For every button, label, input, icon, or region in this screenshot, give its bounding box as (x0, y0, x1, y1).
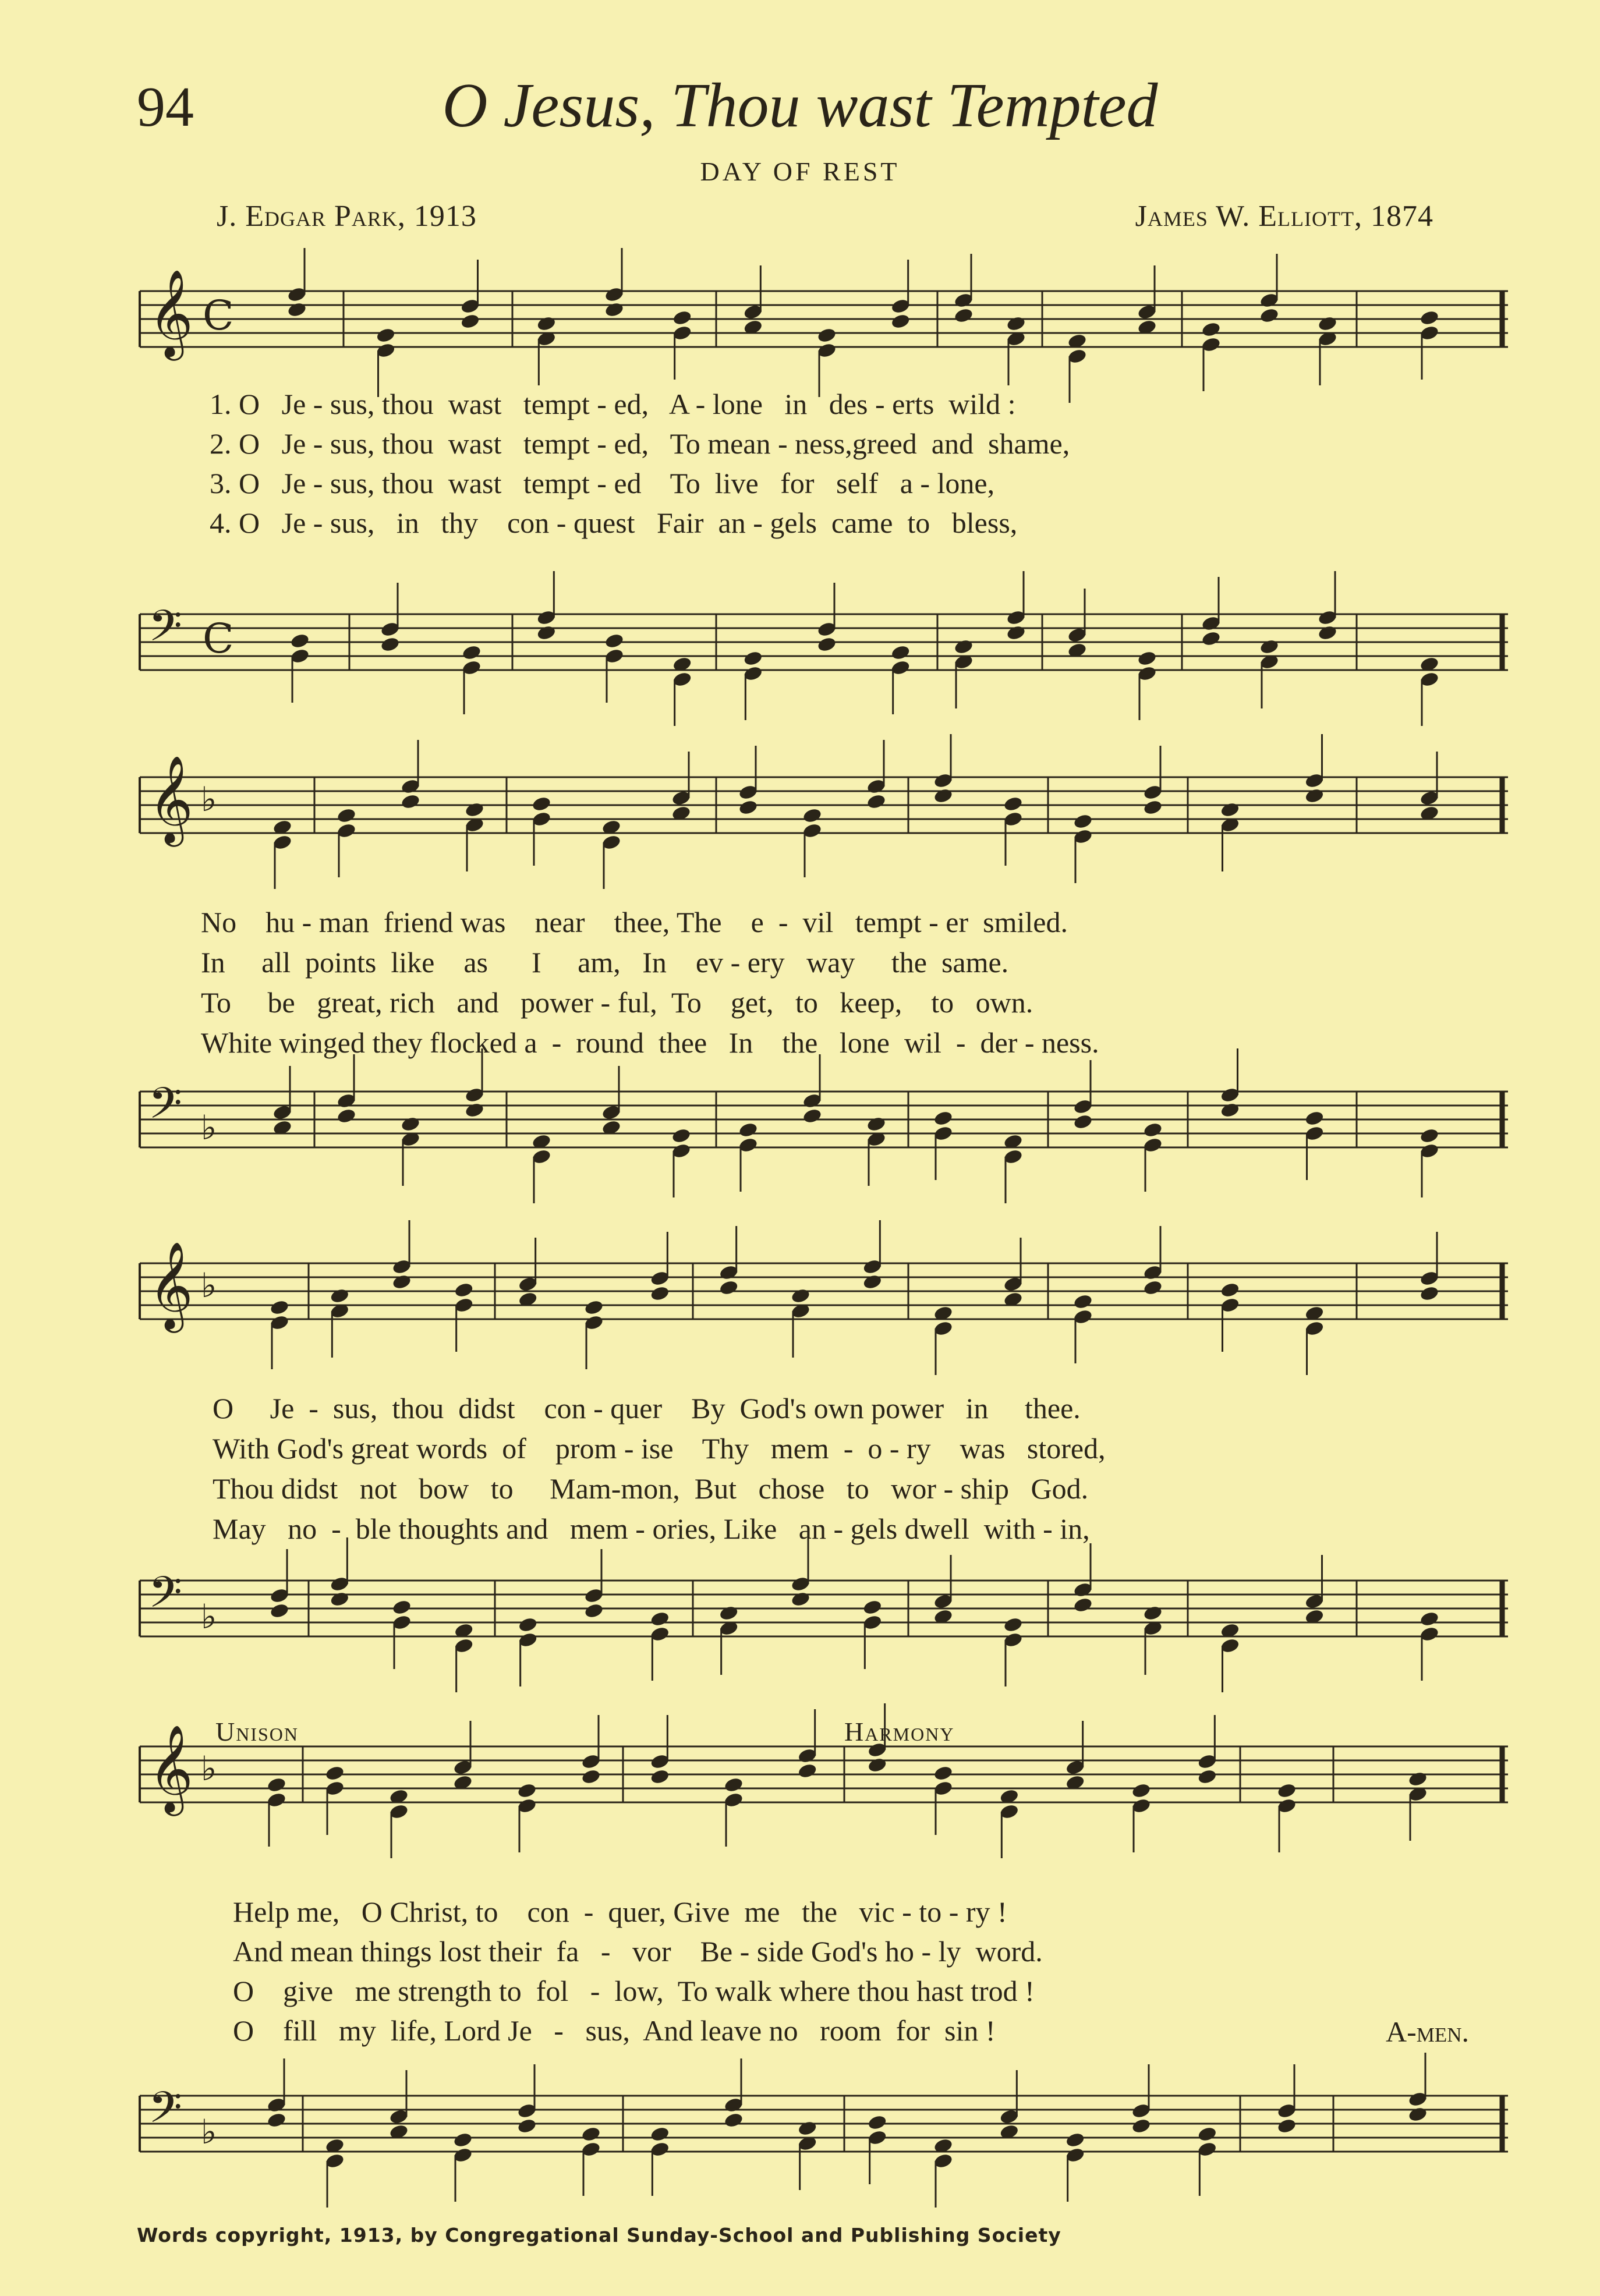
flat-sign: ♭ (201, 1749, 217, 1788)
note-head (1003, 1616, 1023, 1633)
note-head (718, 1279, 739, 1296)
note-head (650, 1768, 670, 1785)
note-head (1220, 801, 1240, 818)
note-head (391, 1273, 412, 1290)
note-head (1131, 2117, 1151, 2134)
note-head (324, 1764, 345, 1781)
note-head (330, 1287, 350, 1304)
note-head (531, 795, 551, 812)
note-head (336, 807, 356, 824)
note-head (933, 1764, 953, 1781)
note-head (1072, 813, 1093, 830)
amen-text: A-men. (1386, 2015, 1470, 2048)
time-signature: C (203, 615, 234, 662)
note-head (536, 624, 557, 641)
note-head (336, 1107, 356, 1124)
note-head (604, 301, 624, 318)
lyric-line: With God's great words of prom - ise Thy mem - o - ry was stored, (213, 1432, 1106, 1465)
note-head (1419, 1127, 1439, 1144)
tune-name: DAY OF REST (700, 157, 900, 186)
composer-credit: James W. Elliott, 1874 (1135, 200, 1433, 233)
note-head (1142, 1279, 1163, 1296)
lyric-line: Thou didst not bow to Mam-mon, But chose to wor - ship God. (213, 1472, 1089, 1505)
lyric-line: In all points like as I am, In ev - ery way the same. (201, 946, 1009, 979)
note-head (330, 1590, 350, 1607)
note-head (802, 1107, 822, 1124)
note-head (718, 1604, 739, 1621)
note-head (953, 307, 974, 324)
note-head (650, 1610, 670, 1627)
note-head (862, 1599, 883, 1615)
note-head (802, 807, 822, 824)
note-head (518, 1616, 538, 1633)
treble-clef: 𝄞 (148, 268, 193, 357)
note-head (1276, 1782, 1297, 1799)
note-head (797, 1762, 817, 1779)
note-head (289, 632, 310, 649)
flat-sign: ♭ (201, 779, 217, 819)
lyric-line: Help me, O Christ, to con - quer, Give me the vic - to - ry ! (233, 1895, 1007, 1928)
treble-clef: 𝄞 (148, 1241, 193, 1329)
note-head (516, 2117, 537, 2134)
note-head (1197, 2125, 1217, 2142)
bass-clef: 𝄢 (148, 2082, 182, 2143)
lyric-line: O give me strength to fol - low, To walk where thou hast trod ! (233, 1975, 1035, 2007)
lyric-line: 2. O Je - sus, thou wast tempt - ed, To mean - ness,greed and shame, (210, 427, 1070, 460)
note-head (460, 313, 480, 329)
note-head (604, 632, 624, 649)
note-head (1220, 1101, 1240, 1118)
note-head (516, 1782, 537, 1799)
bass-clef: 𝄢 (148, 1567, 182, 1628)
note-head (890, 313, 911, 329)
note-head (671, 1127, 691, 1144)
note-head (816, 327, 837, 343)
note-head (464, 801, 484, 818)
copyright-notice: Words copyright, 1913, by Congregational Sunday-School and Publishing Society (137, 2224, 1061, 2247)
note-head (1137, 650, 1157, 667)
lyric-line: White winged they flocked a - round thee In the lone wil - der - ness. (201, 1026, 1099, 1059)
note-head (1006, 315, 1026, 332)
note-head (380, 636, 400, 653)
note-head (1142, 799, 1163, 816)
note-head (1142, 1604, 1163, 1621)
note-head (790, 1287, 810, 1304)
unison-label: Unison (215, 1717, 299, 1746)
note-head (1259, 638, 1279, 655)
flat-sign: ♭ (201, 1266, 217, 1305)
hymn-title: O Jesus, Thou wast Tempted (442, 71, 1158, 140)
note-head (400, 1115, 420, 1132)
note-head (933, 787, 953, 804)
note-head (797, 2120, 817, 2136)
note-head (743, 650, 763, 667)
note-head (1317, 624, 1337, 641)
lyric-line: O Je - sus, thou didst con - quer By God's own power in thee. (213, 1392, 1081, 1425)
author-credit: J. Edgar Park, 1913 (217, 200, 477, 233)
treble-clef: 𝄞 (148, 754, 193, 843)
flat-sign: ♭ (201, 1108, 217, 1147)
note-head (723, 2111, 744, 2128)
note-head (816, 636, 837, 653)
note-head (953, 638, 974, 655)
flat-sign: ♭ (201, 2112, 217, 2152)
lyric-line: To be great, rich and power - ful, To get, to keep, to own. (201, 986, 1033, 1019)
bass-clef: 𝄢 (148, 601, 182, 662)
time-signature: C (203, 292, 234, 339)
note-head (583, 1299, 604, 1316)
note-head (461, 644, 482, 661)
note-head (790, 1590, 810, 1607)
note-head (1419, 309, 1439, 326)
note-head (464, 1101, 484, 1118)
note-head (738, 799, 758, 816)
note-head (1201, 630, 1221, 647)
note-head (580, 1768, 601, 1785)
note-head (1407, 1770, 1428, 1787)
flat-sign: ♭ (201, 1597, 217, 1636)
bass-clef: 𝄢 (148, 1078, 182, 1139)
note-head (1142, 1121, 1163, 1138)
note-head (269, 1602, 289, 1619)
treble-clef: 𝄞 (148, 1724, 193, 1812)
note-head (1304, 1110, 1325, 1126)
note-head (454, 1281, 474, 1298)
note-head (1072, 1596, 1093, 1613)
note-head (672, 309, 692, 326)
lyric-line: 3. O Je - sus, thou wast tempt - ed To live for self a - lone, (210, 467, 995, 499)
note-head (866, 1115, 886, 1132)
lyric-line: 4. O Je - sus, in thy con - quest Fair an - gels came to bless, (210, 506, 1018, 539)
note-head (1259, 307, 1279, 324)
note-head (723, 1776, 744, 1793)
note-head (738, 1121, 758, 1138)
note-head (1317, 315, 1337, 332)
note-head (1201, 321, 1221, 338)
note-head (1419, 1610, 1439, 1627)
note-head (1304, 787, 1325, 804)
note-head (266, 1776, 286, 1793)
note-head (1131, 1782, 1151, 1799)
note-head (866, 793, 886, 810)
note-head (890, 644, 911, 661)
note-head (1072, 1113, 1093, 1130)
note-head (1419, 1285, 1439, 1302)
lyric-line: 1. O Je - sus, thou wast tempt - ed, A - lone in des - erts wild : (210, 388, 1016, 420)
note-head (933, 1110, 953, 1126)
note-head (1003, 795, 1023, 812)
note-head (1407, 2106, 1428, 2123)
lyric-line: And mean things lost their fa - vor Be - side God's ho - ly word. (233, 1935, 1043, 1968)
lyric-line: May no - ble thoughts and mem - ories, Like an - gels dwell with - in, (213, 1512, 1090, 1545)
note-head (400, 793, 420, 810)
note-head (650, 1285, 670, 1302)
lyric-line: No hu - man friend was near thee, The e - vil tempt - er smiled. (201, 906, 1068, 938)
note-head (269, 1299, 289, 1316)
note-head (266, 2111, 286, 2128)
note-head (1276, 2117, 1297, 2134)
note-head (867, 2114, 887, 2131)
lyric-line: O fill my life, Lord Je - sus, And leave no room for sin ! (233, 2014, 996, 2047)
note-head (286, 301, 307, 318)
note-head (1072, 1293, 1093, 1310)
note-head (391, 1599, 412, 1615)
note-head (376, 327, 396, 343)
note-head (1220, 1281, 1240, 1298)
note-head (452, 2131, 473, 2148)
note-head (536, 315, 557, 332)
harmony-label: Harmony (844, 1717, 955, 1746)
note-head (580, 2125, 601, 2142)
note-head (862, 1273, 883, 1290)
hymn-number: 94 (137, 76, 194, 139)
note-head (1006, 624, 1026, 641)
note-head (1065, 2131, 1085, 2148)
note-head (583, 1602, 604, 1619)
note-head (650, 2125, 670, 2142)
note-head (1197, 1768, 1217, 1785)
note-head (867, 1756, 887, 1773)
